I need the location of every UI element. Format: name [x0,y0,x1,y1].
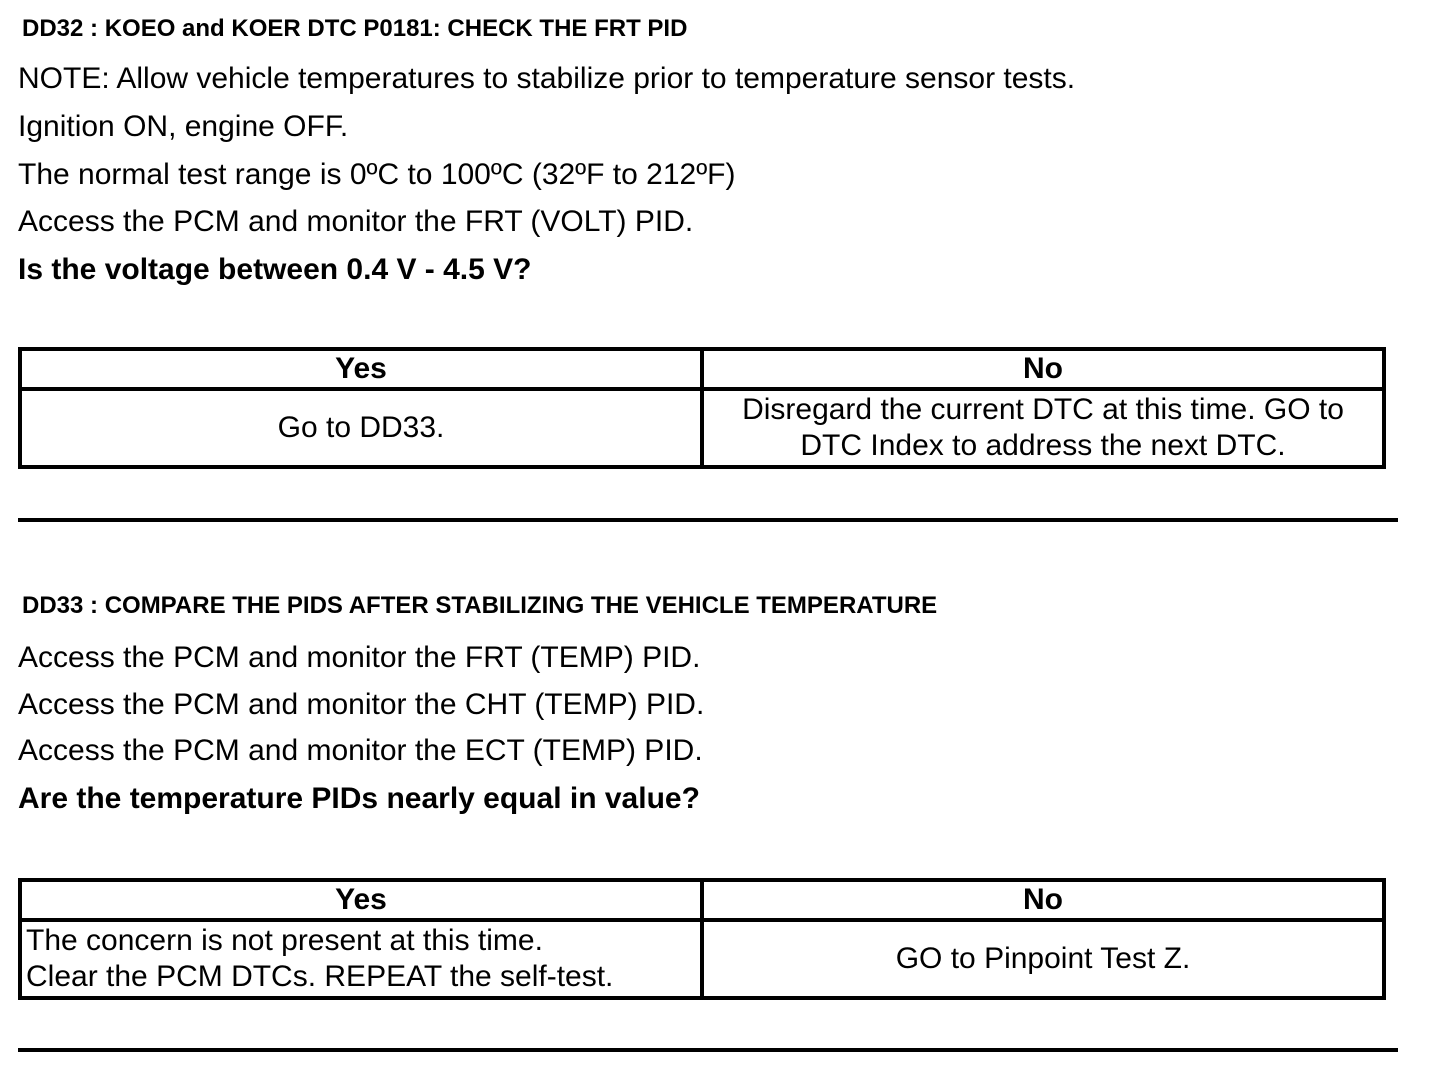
dd32-table-body-row [20,389,1384,467]
dd33-no-text: GO to Pinpoint Test Z. [895,942,1191,975]
dd33-yes-header: Yes [20,880,702,920]
dd33-no-header: No [702,880,1384,920]
dd33-table-header-row [20,880,1384,920]
dd32-access-line: Access the PCM and monitor the FRT (VOLT) PID. [18,205,694,238]
dd32-no-header: No [702,349,1384,389]
section-divider-1 [18,518,1398,522]
dd32-note-line: NOTE: Allow vehicle temperatures to stabilize prior to temperature sensor tests. [18,62,1076,95]
dd32-yes-text: Go to DD33. [277,411,445,444]
dd32-title: DD32 : KOEO and KOER DTC P0181: CHECK THE FRT PID [22,15,688,42]
dd32-decision-table [18,347,1386,469]
dd33-cht-line: Access the PCM and monitor the CHT (TEMP) PID. [18,688,705,721]
dd33-yes-text-line-2: Clear the PCM DTCs. REPEAT the self-test. [26,960,614,993]
dd33-question: Are the temperature PIDs nearly equal in value? [18,782,700,815]
dd33-ect-line: Access the PCM and monitor the ECT (TEMP) PID. [18,734,703,767]
dd32-yes-cell [20,389,702,467]
dd32-table-header-row [20,349,1384,389]
dd33-yes-cell [20,920,702,998]
dd32-yes-header: Yes [20,349,702,389]
dd32-no-cell [702,389,1384,467]
dd33-frt-line: Access the PCM and monitor the FRT (TEMP) PID. [18,641,701,674]
dd32-range-line: The normal test range is 0ºC to 100ºC (32ºF to 212ºF) [18,158,736,191]
dd33-yes-text-line-1: The concern is not present at this time. [26,924,543,957]
dd32-no-text-line-2: DTC Index to address the next DTC. [800,429,1286,462]
dd32-no-text-line-1: Disregard the current DTC at this time. GO to [742,393,1344,426]
dd33-no-cell [702,920,1384,998]
dd32-question: Is the voltage between 0.4 V - 4.5 V? [18,253,532,286]
dd33-table-body-row [20,920,1384,998]
dd32-ignition-line: Ignition ON, engine OFF. [18,110,349,143]
section-divider-2 [18,1048,1398,1052]
dd33-decision-table [18,878,1386,1000]
dd33-title: DD33 : COMPARE THE PIDS AFTER STABILIZING THE VEHICLE TEMPERATURE [22,592,938,619]
